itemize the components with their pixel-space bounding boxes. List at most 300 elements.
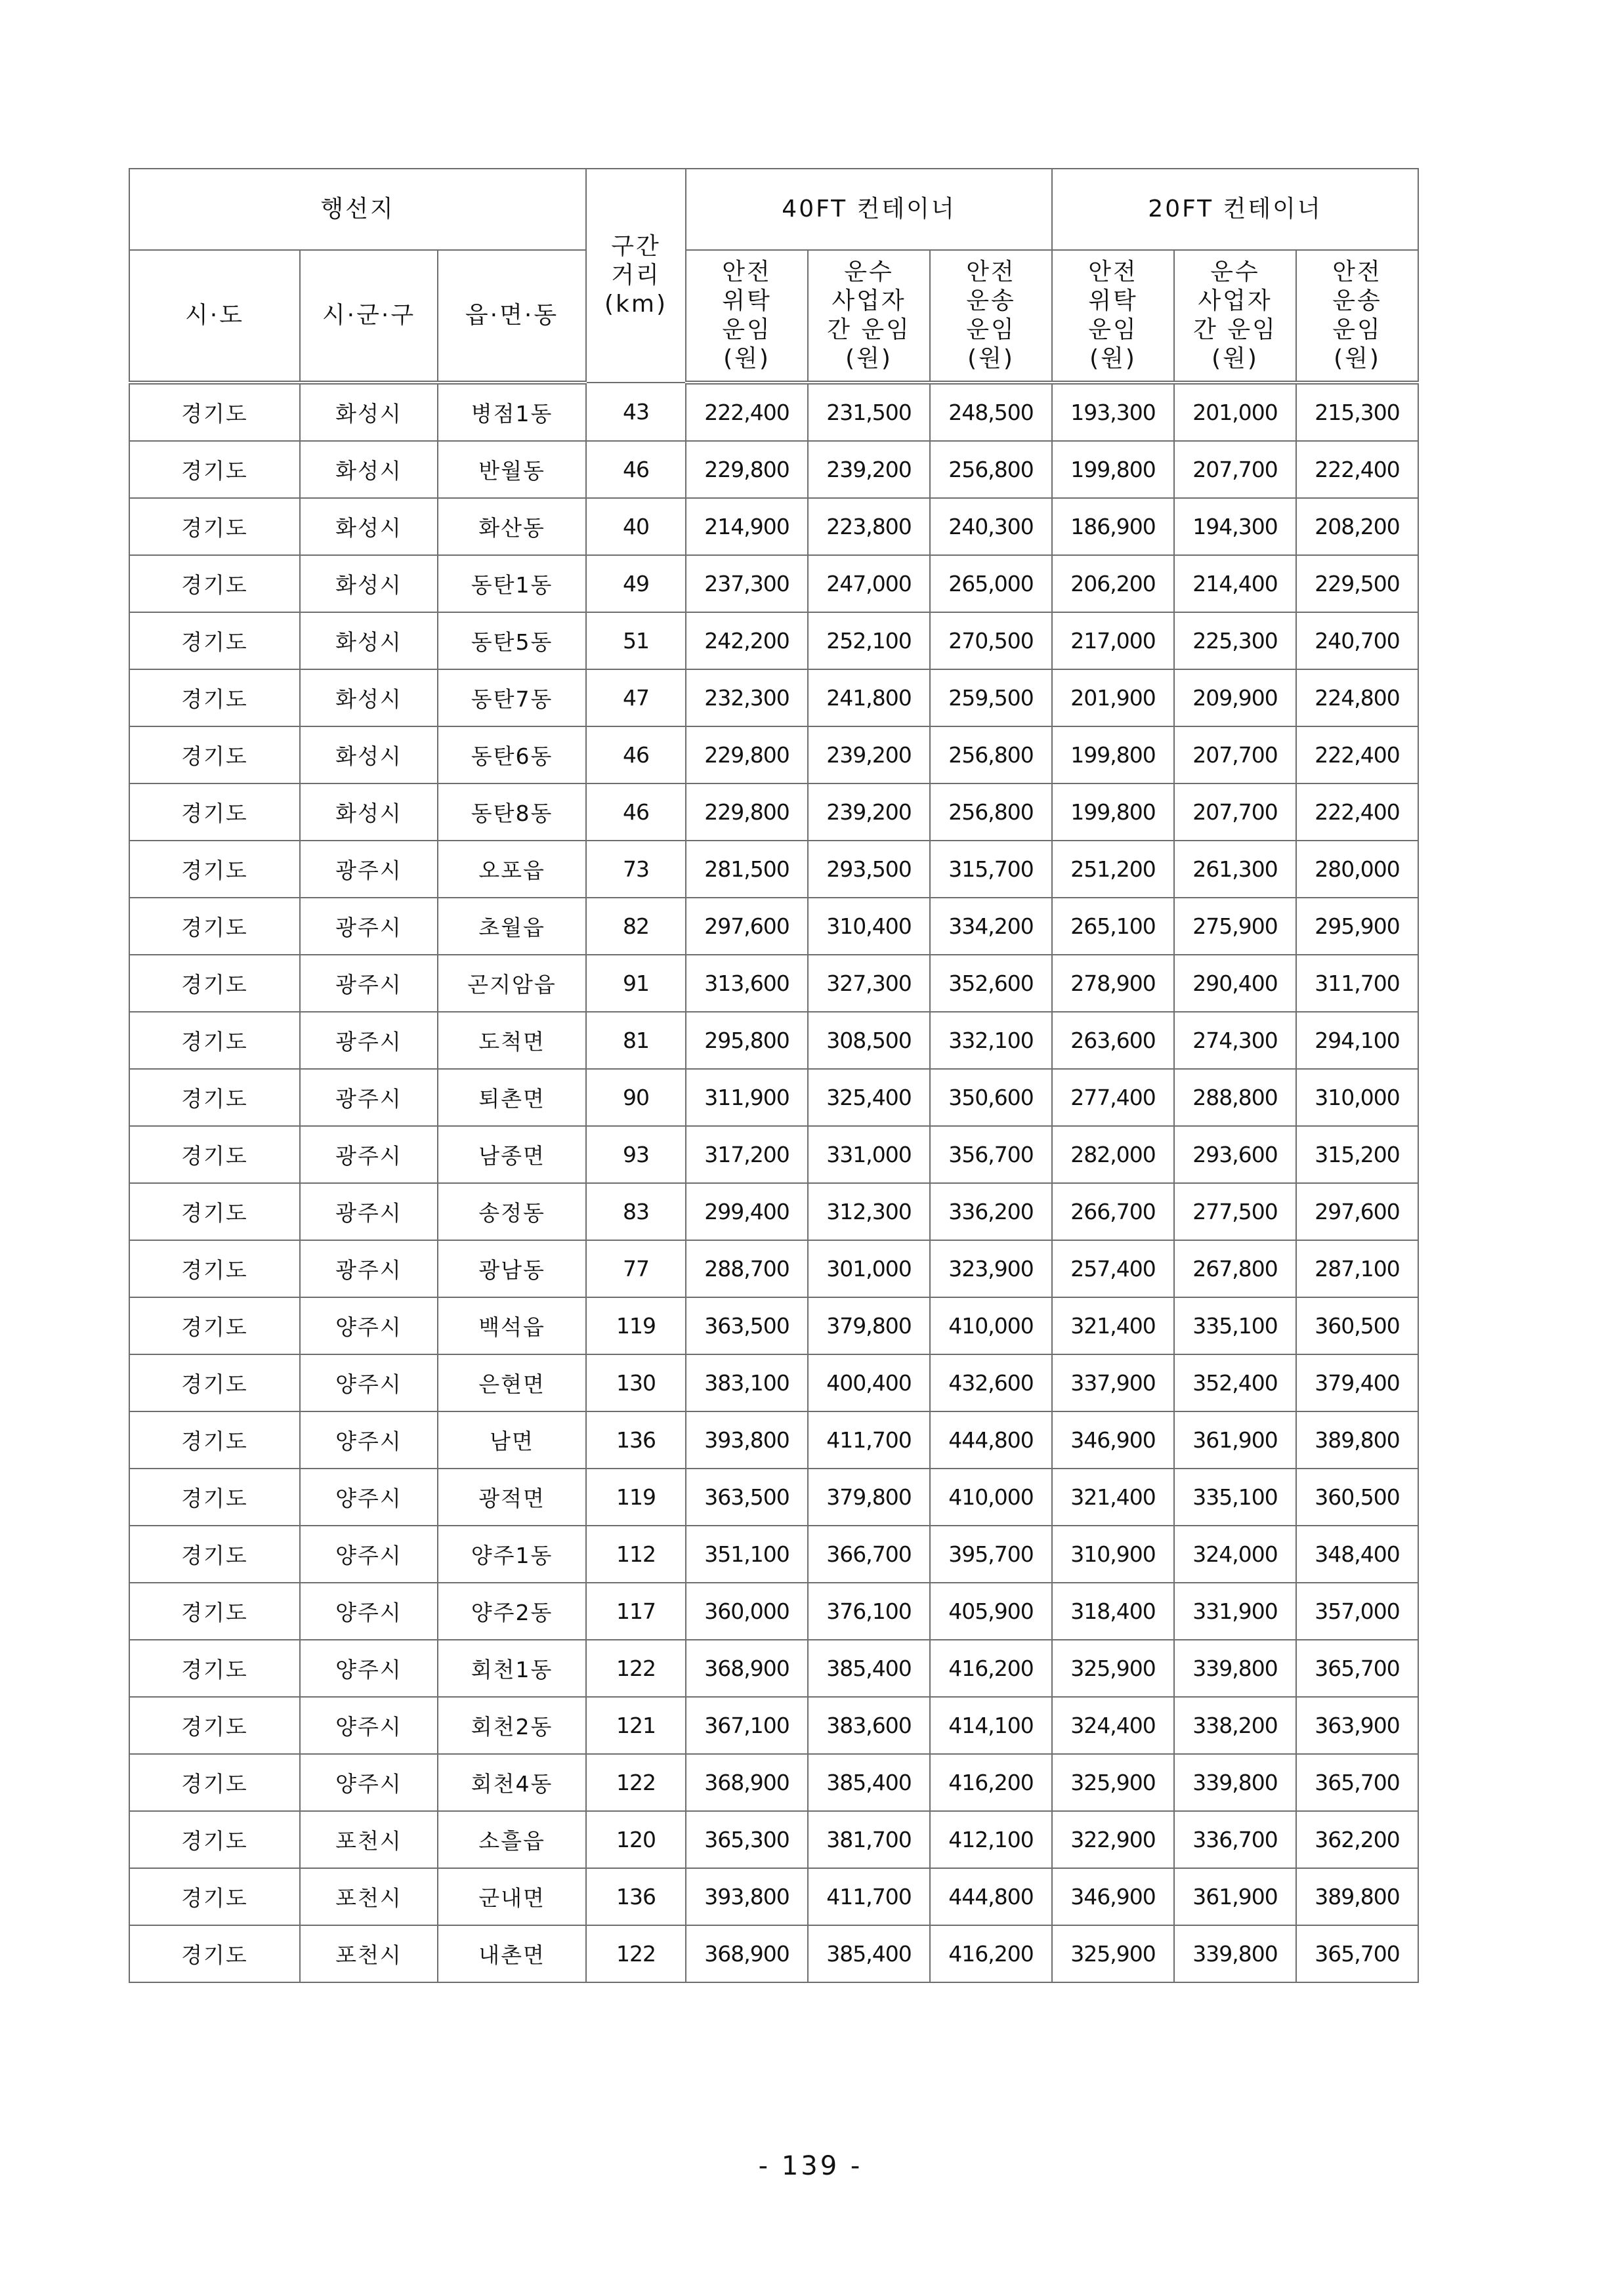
cell-sigungu: 포천시 xyxy=(300,1868,438,1925)
cell-40ft-safety-consignment: 299,400 xyxy=(686,1183,808,1240)
cell-40ft-carrier: 241,800 xyxy=(808,669,930,726)
cell-eupmyeondong: 백석읍 xyxy=(438,1297,586,1354)
table-row xyxy=(129,1126,1418,1183)
cell-20ft-carrier: 290,400 xyxy=(1174,955,1296,1012)
cell-eupmyeondong: 반월동 xyxy=(438,441,586,498)
cell-eupmyeondong: 곤지암읍 xyxy=(438,955,586,1012)
cell-40ft-safety-consignment: 351,100 xyxy=(686,1526,808,1583)
header-line: 운임 xyxy=(1332,316,1382,343)
header-line: (원) xyxy=(967,345,1015,372)
cell-distance: 117 xyxy=(586,1583,686,1640)
cell-eupmyeondong: 소흘읍 xyxy=(438,1811,586,1868)
header-line: 운임 xyxy=(1088,316,1138,343)
cell-sigungu: 양주시 xyxy=(300,1469,438,1526)
cell-sido: 경기도 xyxy=(129,1583,300,1640)
cell-20ft-carrier: 361,900 xyxy=(1174,1868,1296,1925)
cell-40ft-carrier: 223,800 xyxy=(808,498,930,555)
cell-eupmyeondong: 은현면 xyxy=(438,1354,586,1411)
cell-sigungu: 화성시 xyxy=(300,783,438,841)
header-20ft-container: 20FT 컨테이너 xyxy=(1052,169,1418,250)
cell-sigungu: 양주시 xyxy=(300,1526,438,1583)
header-40ft-safety-consignment-rate xyxy=(686,250,808,383)
cell-40ft-safety-transport: 336,200 xyxy=(930,1183,1052,1240)
cell-sigungu: 포천시 xyxy=(300,1925,438,1982)
cell-sido: 경기도 xyxy=(129,898,300,955)
cell-sigungu: 양주시 xyxy=(300,1297,438,1354)
cell-20ft-safety-transport: 222,400 xyxy=(1296,783,1418,841)
cell-20ft-safety-transport: 294,100 xyxy=(1296,1012,1418,1069)
cell-20ft-safety-transport: 222,400 xyxy=(1296,726,1418,783)
cell-40ft-carrier: 293,500 xyxy=(808,841,930,898)
cell-40ft-carrier: 310,400 xyxy=(808,898,930,955)
cell-20ft-safety-consignment: 277,400 xyxy=(1052,1069,1174,1126)
cell-20ft-safety-consignment: 206,200 xyxy=(1052,555,1174,612)
cell-20ft-safety-consignment: 193,300 xyxy=(1052,383,1174,441)
cell-20ft-safety-consignment: 318,400 xyxy=(1052,1583,1174,1640)
cell-40ft-safety-transport: 416,200 xyxy=(930,1754,1052,1811)
cell-20ft-safety-consignment: 325,900 xyxy=(1052,1754,1174,1811)
cell-40ft-carrier: 411,700 xyxy=(808,1868,930,1925)
cell-40ft-safety-transport: 414,100 xyxy=(930,1697,1052,1754)
cell-sido: 경기도 xyxy=(129,1697,300,1754)
table-row xyxy=(129,612,1418,669)
cell-distance: 51 xyxy=(586,612,686,669)
header-line: 사업자 xyxy=(832,287,906,314)
cell-distance: 46 xyxy=(586,783,686,841)
cell-20ft-carrier: 225,300 xyxy=(1174,612,1296,669)
cell-40ft-safety-transport: 416,200 xyxy=(930,1640,1052,1697)
cell-40ft-safety-transport: 444,800 xyxy=(930,1411,1052,1469)
cell-20ft-safety-transport: 389,800 xyxy=(1296,1868,1418,1925)
cell-sigungu: 화성시 xyxy=(300,669,438,726)
cell-40ft-safety-transport: 432,600 xyxy=(930,1354,1052,1411)
table-row xyxy=(129,726,1418,783)
cell-sigungu: 양주시 xyxy=(300,1754,438,1811)
cell-20ft-safety-transport: 315,200 xyxy=(1296,1126,1418,1183)
cell-40ft-safety-consignment: 363,500 xyxy=(686,1297,808,1354)
table-row xyxy=(129,383,1418,441)
header-line: (원) xyxy=(845,345,893,372)
cell-20ft-safety-consignment: 199,800 xyxy=(1052,726,1174,783)
cell-40ft-carrier: 231,500 xyxy=(808,383,930,441)
header-line: 간 운임 xyxy=(1193,316,1277,343)
cell-40ft-carrier: 239,200 xyxy=(808,783,930,841)
cell-sigungu: 광주시 xyxy=(300,1012,438,1069)
cell-40ft-safety-transport: 248,500 xyxy=(930,383,1052,441)
cell-40ft-safety-transport: 315,700 xyxy=(930,841,1052,898)
cell-distance: 122 xyxy=(586,1640,686,1697)
cell-eupmyeondong: 동탄6동 xyxy=(438,726,586,783)
cell-20ft-safety-consignment: 278,900 xyxy=(1052,955,1174,1012)
cell-40ft-safety-transport: 444,800 xyxy=(930,1868,1052,1925)
cell-40ft-safety-transport: 240,300 xyxy=(930,498,1052,555)
cell-distance: 77 xyxy=(586,1240,686,1297)
cell-40ft-carrier: 379,800 xyxy=(808,1469,930,1526)
cell-eupmyeondong: 회천1동 xyxy=(438,1640,586,1697)
header-sido: 시·도 xyxy=(129,250,300,383)
cell-sido: 경기도 xyxy=(129,1925,300,1982)
cell-sigungu: 양주시 xyxy=(300,1354,438,1411)
cell-eupmyeondong: 도척면 xyxy=(438,1012,586,1069)
cell-eupmyeondong: 오포읍 xyxy=(438,841,586,898)
cell-sido: 경기도 xyxy=(129,1183,300,1240)
cell-20ft-safety-consignment: 251,200 xyxy=(1052,841,1174,898)
cell-20ft-safety-transport: 363,900 xyxy=(1296,1697,1418,1754)
cell-20ft-safety-transport: 224,800 xyxy=(1296,669,1418,726)
cell-40ft-safety-consignment: 237,300 xyxy=(686,555,808,612)
cell-40ft-safety-consignment: 363,500 xyxy=(686,1469,808,1526)
cell-40ft-safety-consignment: 295,800 xyxy=(686,1012,808,1069)
cell-40ft-carrier: 247,000 xyxy=(808,555,930,612)
cell-sigungu: 화성시 xyxy=(300,555,438,612)
cell-sido: 경기도 xyxy=(129,1811,300,1868)
cell-40ft-carrier: 312,300 xyxy=(808,1183,930,1240)
cell-20ft-safety-consignment: 321,400 xyxy=(1052,1297,1174,1354)
header-40ft-safety-transport-rate xyxy=(930,250,1052,383)
cell-distance: 91 xyxy=(586,955,686,1012)
cell-sigungu: 광주시 xyxy=(300,1183,438,1240)
cell-sido: 경기도 xyxy=(129,612,300,669)
cell-eupmyeondong: 광적면 xyxy=(438,1469,586,1526)
header-destination: 행선지 xyxy=(129,169,586,250)
header-line: 안전 xyxy=(1332,259,1382,285)
cell-20ft-carrier: 274,300 xyxy=(1174,1012,1296,1069)
cell-40ft-safety-consignment: 367,100 xyxy=(686,1697,808,1754)
cell-40ft-safety-transport: 412,100 xyxy=(930,1811,1052,1868)
cell-20ft-safety-consignment: 265,100 xyxy=(1052,898,1174,955)
cell-40ft-safety-transport: 350,600 xyxy=(930,1069,1052,1126)
cell-sido: 경기도 xyxy=(129,841,300,898)
cell-20ft-carrier: 288,800 xyxy=(1174,1069,1296,1126)
cell-20ft-carrier: 207,700 xyxy=(1174,441,1296,498)
header-line: 운수 xyxy=(1210,259,1260,285)
cell-40ft-carrier: 366,700 xyxy=(808,1526,930,1583)
header-distance-line: (km) xyxy=(604,291,668,318)
cell-distance: 83 xyxy=(586,1183,686,1240)
cell-20ft-safety-transport: 310,000 xyxy=(1296,1069,1418,1126)
table-row xyxy=(129,955,1418,1012)
cell-sido: 경기도 xyxy=(129,955,300,1012)
cell-distance: 121 xyxy=(586,1697,686,1754)
cell-20ft-carrier: 267,800 xyxy=(1174,1240,1296,1297)
cell-40ft-safety-consignment: 393,800 xyxy=(686,1868,808,1925)
cell-40ft-safety-transport: 356,700 xyxy=(930,1126,1052,1183)
cell-40ft-safety-consignment: 232,300 xyxy=(686,669,808,726)
cell-40ft-safety-consignment: 297,600 xyxy=(686,898,808,955)
cell-20ft-safety-transport: 360,500 xyxy=(1296,1297,1418,1354)
cell-40ft-safety-transport: 270,500 xyxy=(930,612,1052,669)
table-row xyxy=(129,1697,1418,1754)
header-line: 운송 xyxy=(1332,287,1382,314)
cell-distance: 46 xyxy=(586,726,686,783)
cell-sigungu: 광주시 xyxy=(300,841,438,898)
table-header xyxy=(129,169,1418,383)
table-row xyxy=(129,1640,1418,1697)
cell-sigungu: 화성시 xyxy=(300,498,438,555)
cell-40ft-safety-transport: 256,800 xyxy=(930,726,1052,783)
cell-40ft-safety-consignment: 368,900 xyxy=(686,1925,808,1982)
cell-40ft-safety-consignment: 281,500 xyxy=(686,841,808,898)
header-40ft-carrier-rate xyxy=(808,250,930,383)
cell-20ft-safety-consignment: 201,900 xyxy=(1052,669,1174,726)
cell-eupmyeondong: 회천4동 xyxy=(438,1754,586,1811)
cell-40ft-safety-consignment: 288,700 xyxy=(686,1240,808,1297)
cell-20ft-carrier: 261,300 xyxy=(1174,841,1296,898)
table-row xyxy=(129,1240,1418,1297)
cell-20ft-safety-consignment: 186,900 xyxy=(1052,498,1174,555)
cell-sigungu: 광주시 xyxy=(300,1069,438,1126)
cell-40ft-safety-consignment: 242,200 xyxy=(686,612,808,669)
header-line: 운임 xyxy=(966,316,1016,343)
cell-20ft-safety-transport: 357,000 xyxy=(1296,1583,1418,1640)
cell-20ft-carrier: 331,900 xyxy=(1174,1583,1296,1640)
cell-20ft-safety-consignment: 346,900 xyxy=(1052,1411,1174,1469)
cell-20ft-safety-transport: 360,500 xyxy=(1296,1469,1418,1526)
table-row xyxy=(129,441,1418,498)
table-row xyxy=(129,498,1418,555)
cell-sigungu: 화성시 xyxy=(300,726,438,783)
header-line: 간 운임 xyxy=(827,316,911,343)
header-line: (원) xyxy=(1089,345,1137,372)
cell-20ft-safety-transport: 379,400 xyxy=(1296,1354,1418,1411)
cell-distance: 73 xyxy=(586,841,686,898)
cell-40ft-carrier: 325,400 xyxy=(808,1069,930,1126)
header-line: 안전 xyxy=(966,259,1016,285)
cell-sido: 경기도 xyxy=(129,1469,300,1526)
cell-eupmyeondong: 회천2동 xyxy=(438,1697,586,1754)
table-row xyxy=(129,1469,1418,1526)
header-line: 안전 xyxy=(1088,259,1138,285)
cell-sido: 경기도 xyxy=(129,441,300,498)
cell-20ft-safety-consignment: 257,400 xyxy=(1052,1240,1174,1297)
table-row xyxy=(129,1868,1418,1925)
header-line: 사업자 xyxy=(1198,287,1273,314)
cell-20ft-safety-consignment: 325,900 xyxy=(1052,1925,1174,1982)
table-row xyxy=(129,1526,1418,1583)
cell-40ft-carrier: 308,500 xyxy=(808,1012,930,1069)
cell-40ft-safety-transport: 416,200 xyxy=(930,1925,1052,1982)
cell-20ft-carrier: 336,700 xyxy=(1174,1811,1296,1868)
cell-distance: 49 xyxy=(586,555,686,612)
cell-sigungu: 광주시 xyxy=(300,1126,438,1183)
cell-sigungu: 양주시 xyxy=(300,1640,438,1697)
cell-sido: 경기도 xyxy=(129,1126,300,1183)
cell-20ft-carrier: 277,500 xyxy=(1174,1183,1296,1240)
cell-20ft-carrier: 324,000 xyxy=(1174,1526,1296,1583)
cell-20ft-safety-consignment: 263,600 xyxy=(1052,1012,1174,1069)
cell-40ft-carrier: 385,400 xyxy=(808,1754,930,1811)
table-row xyxy=(129,1354,1418,1411)
cell-sido: 경기도 xyxy=(129,1868,300,1925)
table-row xyxy=(129,841,1418,898)
table-row xyxy=(129,1411,1418,1469)
cell-20ft-safety-transport: 295,900 xyxy=(1296,898,1418,955)
cell-distance: 119 xyxy=(586,1469,686,1526)
header-distance-line: 구간 xyxy=(611,233,661,260)
cell-40ft-safety-consignment: 368,900 xyxy=(686,1754,808,1811)
cell-distance: 46 xyxy=(586,441,686,498)
cell-sido: 경기도 xyxy=(129,1411,300,1469)
cell-20ft-carrier: 339,800 xyxy=(1174,1640,1296,1697)
cell-20ft-carrier: 194,300 xyxy=(1174,498,1296,555)
cell-40ft-safety-consignment: 229,800 xyxy=(686,783,808,841)
cell-20ft-carrier: 352,400 xyxy=(1174,1354,1296,1411)
cell-20ft-safety-transport: 208,200 xyxy=(1296,498,1418,555)
header-line: 운송 xyxy=(966,287,1016,314)
cell-distance: 90 xyxy=(586,1069,686,1126)
cell-40ft-safety-consignment: 229,800 xyxy=(686,726,808,783)
cell-40ft-safety-transport: 395,700 xyxy=(930,1526,1052,1583)
header-distance-line: 거리 xyxy=(611,262,661,289)
cell-20ft-carrier: 338,200 xyxy=(1174,1697,1296,1754)
cell-eupmyeondong: 송정동 xyxy=(438,1183,586,1240)
cell-20ft-safety-transport: 311,700 xyxy=(1296,955,1418,1012)
cell-20ft-safety-consignment: 321,400 xyxy=(1052,1469,1174,1526)
cell-40ft-carrier: 411,700 xyxy=(808,1411,930,1469)
cell-sigungu: 광주시 xyxy=(300,955,438,1012)
cell-40ft-carrier: 385,400 xyxy=(808,1640,930,1697)
table-row xyxy=(129,783,1418,841)
cell-40ft-safety-consignment: 360,000 xyxy=(686,1583,808,1640)
cell-20ft-carrier: 293,600 xyxy=(1174,1126,1296,1183)
header-sigungu: 시·군·구 xyxy=(300,250,438,383)
cell-20ft-carrier: 207,700 xyxy=(1174,726,1296,783)
cell-20ft-safety-consignment: 199,800 xyxy=(1052,783,1174,841)
cell-20ft-carrier: 361,900 xyxy=(1174,1411,1296,1469)
cell-eupmyeondong: 동탄7동 xyxy=(438,669,586,726)
cell-eupmyeondong: 동탄8동 xyxy=(438,783,586,841)
cell-40ft-safety-consignment: 222,400 xyxy=(686,383,808,441)
cell-sigungu: 광주시 xyxy=(300,898,438,955)
cell-eupmyeondong: 병점1동 xyxy=(438,383,586,441)
cell-eupmyeondong: 남면 xyxy=(438,1411,586,1469)
cell-40ft-carrier: 385,400 xyxy=(808,1925,930,1982)
header-line: (원) xyxy=(1334,345,1381,372)
cell-eupmyeondong: 남종면 xyxy=(438,1126,586,1183)
cell-distance: 93 xyxy=(586,1126,686,1183)
cell-40ft-carrier: 239,200 xyxy=(808,441,930,498)
cell-sigungu: 화성시 xyxy=(300,612,438,669)
cell-sido: 경기도 xyxy=(129,555,300,612)
cell-distance: 136 xyxy=(586,1868,686,1925)
cell-40ft-safety-transport: 334,200 xyxy=(930,898,1052,955)
cell-40ft-safety-consignment: 317,200 xyxy=(686,1126,808,1183)
cell-sigungu: 화성시 xyxy=(300,383,438,441)
table-row xyxy=(129,898,1418,955)
cell-40ft-safety-transport: 256,800 xyxy=(930,783,1052,841)
cell-20ft-safety-consignment: 337,900 xyxy=(1052,1354,1174,1411)
cell-20ft-carrier: 209,900 xyxy=(1174,669,1296,726)
header-line: 위탁 xyxy=(1088,287,1138,314)
cell-40ft-safety-transport: 256,800 xyxy=(930,441,1052,498)
cell-40ft-safety-transport: 405,900 xyxy=(930,1583,1052,1640)
header-line: 안전 xyxy=(722,259,772,285)
cell-sigungu: 양주시 xyxy=(300,1583,438,1640)
table-row xyxy=(129,669,1418,726)
cell-eupmyeondong: 양주2동 xyxy=(438,1583,586,1640)
cell-20ft-safety-transport: 365,700 xyxy=(1296,1925,1418,1982)
cell-20ft-safety-consignment: 282,000 xyxy=(1052,1126,1174,1183)
header-eupmyeondong: 읍·면·동 xyxy=(438,250,586,383)
header-line: 위탁 xyxy=(722,287,772,314)
cell-sigungu: 양주시 xyxy=(300,1697,438,1754)
cell-40ft-carrier: 301,000 xyxy=(808,1240,930,1297)
cell-40ft-safety-consignment: 214,900 xyxy=(686,498,808,555)
cell-40ft-carrier: 239,200 xyxy=(808,726,930,783)
cell-20ft-safety-transport: 297,600 xyxy=(1296,1183,1418,1240)
cell-sido: 경기도 xyxy=(129,1526,300,1583)
cell-distance: 119 xyxy=(586,1297,686,1354)
cell-20ft-safety-consignment: 199,800 xyxy=(1052,441,1174,498)
cell-40ft-safety-consignment: 368,900 xyxy=(686,1640,808,1697)
cell-distance: 47 xyxy=(586,669,686,726)
table-row xyxy=(129,555,1418,612)
cell-20ft-carrier: 339,800 xyxy=(1174,1754,1296,1811)
header-line: (원) xyxy=(723,345,770,372)
cell-eupmyeondong: 초월읍 xyxy=(438,898,586,955)
cell-40ft-safety-transport: 323,900 xyxy=(930,1240,1052,1297)
cell-distance: 40 xyxy=(586,498,686,555)
cell-eupmyeondong: 동탄5동 xyxy=(438,612,586,669)
cell-40ft-safety-consignment: 311,900 xyxy=(686,1069,808,1126)
cell-20ft-safety-consignment: 266,700 xyxy=(1052,1183,1174,1240)
cell-20ft-safety-transport: 389,800 xyxy=(1296,1411,1418,1469)
cell-20ft-carrier: 339,800 xyxy=(1174,1925,1296,1982)
cell-distance: 43 xyxy=(586,383,686,441)
cell-distance: 122 xyxy=(586,1754,686,1811)
header-20ft-safety-consignment-rate xyxy=(1052,250,1174,383)
cell-distance: 120 xyxy=(586,1811,686,1868)
cell-40ft-carrier: 379,800 xyxy=(808,1297,930,1354)
cell-distance: 136 xyxy=(586,1411,686,1469)
cell-20ft-carrier: 214,400 xyxy=(1174,555,1296,612)
header-line: 운임 xyxy=(722,316,772,343)
cell-eupmyeondong: 양주1동 xyxy=(438,1526,586,1583)
cell-distance: 112 xyxy=(586,1526,686,1583)
cell-20ft-carrier: 335,100 xyxy=(1174,1297,1296,1354)
cell-sigungu: 화성시 xyxy=(300,441,438,498)
cell-40ft-safety-consignment: 383,100 xyxy=(686,1354,808,1411)
cell-eupmyeondong: 퇴촌면 xyxy=(438,1069,586,1126)
cell-40ft-carrier: 376,100 xyxy=(808,1583,930,1640)
cell-40ft-carrier: 400,400 xyxy=(808,1354,930,1411)
cell-sido: 경기도 xyxy=(129,1297,300,1354)
cell-distance: 81 xyxy=(586,1012,686,1069)
table-row xyxy=(129,1297,1418,1354)
cell-20ft-safety-consignment: 322,900 xyxy=(1052,1811,1174,1868)
cell-20ft-safety-consignment: 346,900 xyxy=(1052,1868,1174,1925)
header-distance xyxy=(586,169,686,383)
cell-eupmyeondong: 내촌면 xyxy=(438,1925,586,1982)
cell-40ft-safety-transport: 332,100 xyxy=(930,1012,1052,1069)
cell-40ft-carrier: 327,300 xyxy=(808,955,930,1012)
table-row xyxy=(129,1925,1418,1982)
cell-40ft-safety-transport: 352,600 xyxy=(930,955,1052,1012)
header-line: 운수 xyxy=(844,259,894,285)
cell-40ft-safety-consignment: 229,800 xyxy=(686,441,808,498)
cell-20ft-safety-consignment: 325,900 xyxy=(1052,1640,1174,1697)
cell-sido: 경기도 xyxy=(129,1354,300,1411)
cell-eupmyeondong: 군내면 xyxy=(438,1868,586,1925)
header-line: (원) xyxy=(1211,345,1259,372)
cell-sigungu: 포천시 xyxy=(300,1811,438,1868)
cell-20ft-safety-transport: 240,700 xyxy=(1296,612,1418,669)
cell-eupmyeondong: 화산동 xyxy=(438,498,586,555)
cell-40ft-safety-transport: 410,000 xyxy=(930,1297,1052,1354)
cell-40ft-safety-transport: 259,500 xyxy=(930,669,1052,726)
cell-40ft-safety-transport: 265,000 xyxy=(930,555,1052,612)
table-row xyxy=(129,1183,1418,1240)
